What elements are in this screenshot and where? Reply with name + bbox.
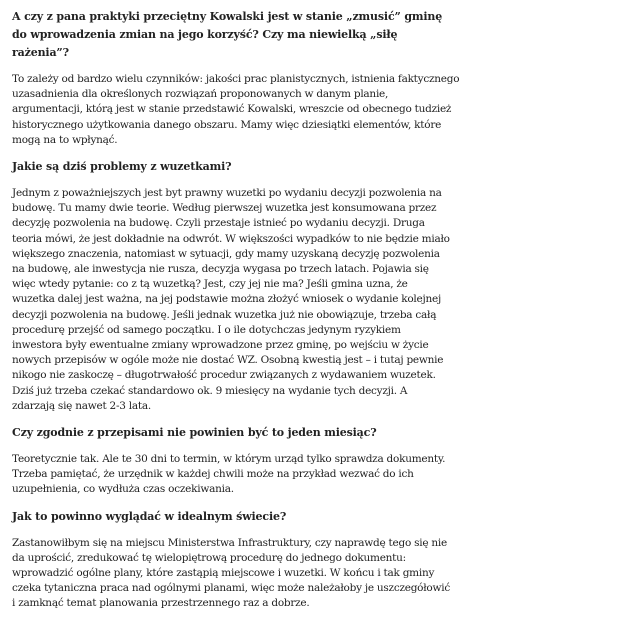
interview-question: Jak to powinno wyglądać w idealnym świecie?	[12, 509, 287, 523]
interview-question: Jakie są dziś problemy z wuzetkami?	[12, 160, 232, 174]
article-body	[12, 8, 624, 622]
interview-answer: Zastanowiłbym się na miejscu Ministerstwa Infrastruktury, czy naprawdę tego się nie da uprościć, zredukować tę wielopiętrową procedurę do jednego dokumentu: wprowadzić ogólne plany, które zastąpią miejscowe i wuzetki. W końcu i tak gminy czeka tytaniczna praca nad ogólnymi planami, więc może należałoby je uszczegółowić i zamknąć temat planowania przestrzennego raz a dobrze.	[12, 536, 450, 610]
interview-question: Czy zgodnie z przepisami nie powinien być to jeden miesiąc?	[12, 426, 377, 440]
interview-answer: To zależy od bardzo wielu czynników: jakości prac planistycznych, istnienia faktycznego uzasadnienia dla określonych rozwiązań proponowanych w danym planie, argumentacji, którą jest w stanie przedstawić Kowalski, wreszcie od obecnego tudzież historycznego użytkowania danego obszaru. Mamy więc dziesiątki elementów, które mogą na to wpłynąć.	[12, 73, 460, 146]
interview-answer: Teoretycznie tak. Ale te 30 dni to termin, w którym urząd tylko sprawdza dokumenty. Trzeba pamiętać, że urzędnik w każdej chwili może na przykład wezwać do ich uzupełnienia, co wydłuża czas oczekiwania.	[12, 453, 446, 496]
interview-question: A czy z pana praktyki przeciętny Kowalski jest w stanie „zmusić” gminę do wprowadzenia zmian na jego korzyść? Czy ma niewielką „siłę rażenia”?	[12, 10, 443, 59]
interview-answer: Jednym z poważniejszych jest byt prawny wuzetki po wydaniu decyzji pozwolenia na budowę. Tu mamy dwie teorie. Według pierwszej wuzetka jest konsumowana przez decyzję pozwolenia na budowę. Czyli przestaje istnieć po wydaniu decyzji. Druga teoria mówi, że jest dokładnie na odwrót. W większości wypadków to nie będzie miało większego znaczenia, natomiast w sytuacji, gdy mamy uzyskaną decyzję pozwolenia na budowę, ale inwestycja nie rusza, decyzja wygasa po trzech latach. Pojawia się więc wtedy pytanie: co z tą wuzetką? Jest, czy jej nie ma? Jeśli gmina uzna, że wuzetka dalej jest ważna, na jej podstawie można złożyć wniosek o wydanie kolejnej decyzji pozwolenia na budowę. Jeśli jednak wuzetka już nie obowiązuje, trzeba całą procedurę przejść od samego początku. I o ile dotychczas jedynym ryzykiem inwestora były ewentualne zmiany wprowadzone przez gminę, po wejściu w życie nowych przepisów w ogóle może nie dostać WZ. Osobną kwestią jest – i tutaj pewnie nikogo nie zaskoczę – długotrwałość procedur związanych z wydawaniem wuzetek. Dziś już trzeba czekać standardowo ok. 9 miesięcy na wydanie tych decyzji. A zdarzają się nawet 2-3 lata.	[12, 187, 450, 412]
